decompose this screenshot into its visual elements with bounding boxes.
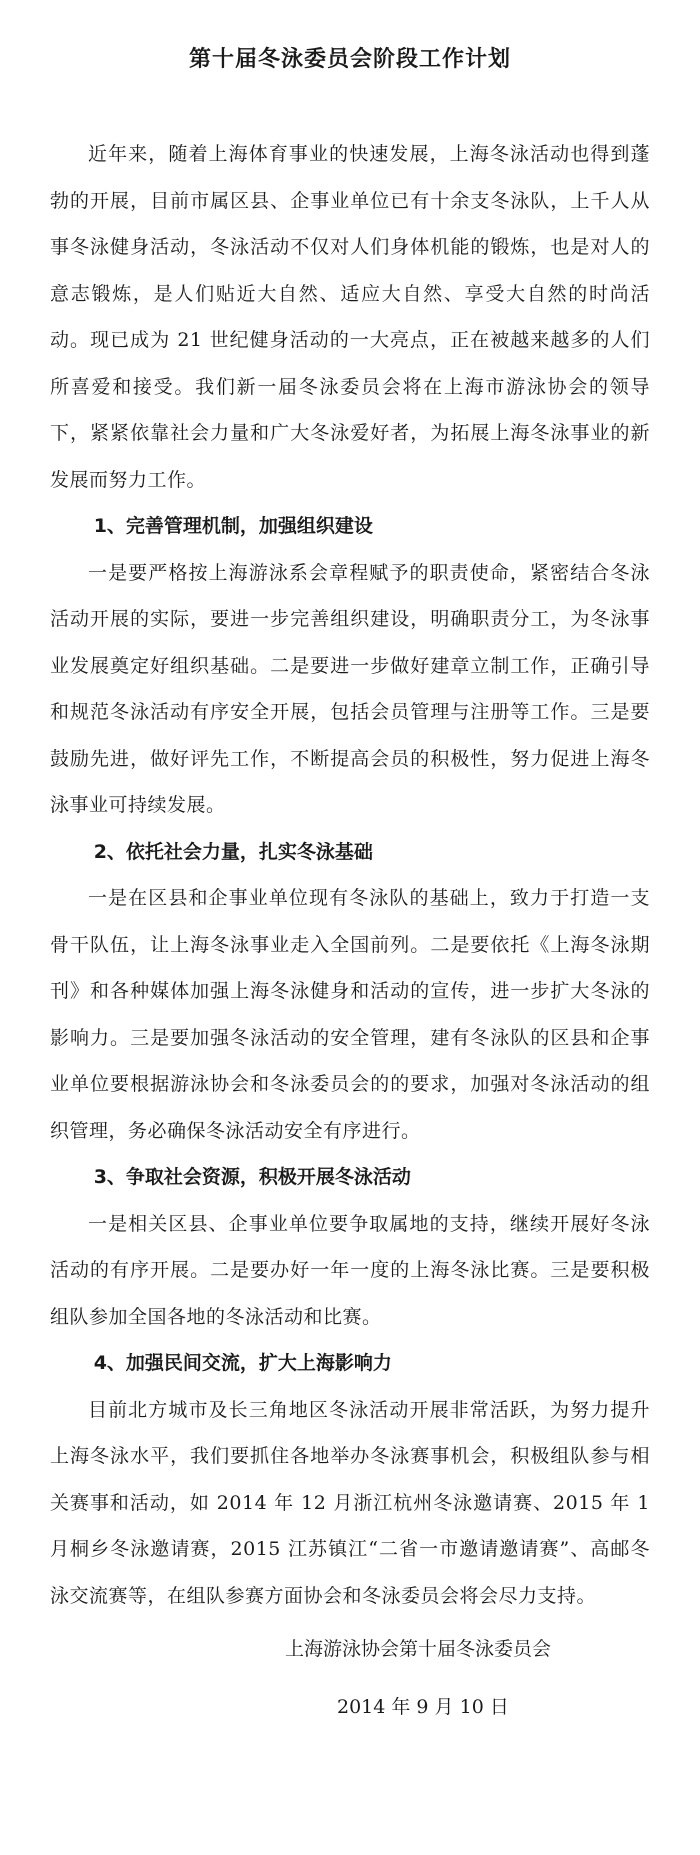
section-body: 一是在区县和企事业单位现有冬泳队的基础上，致力于打造一支骨干队伍，让上海冬泳事业走入全国前列。二是要依托《上海冬泳期刊》和各种媒体加强上海冬泳健身和活动的宣传，进一步扩大冬泳的影响力。三是要加强冬泳活动的安全管理，建有冬泳队的区县和企事业单位要根据游泳协会和冬泳委员会的的要求，加强对冬泳活动的组织管理，务必确保冬泳活动安全有序进行。 <box>50 887 650 1142</box>
section-2 <box>50 829 650 1155</box>
document-title: 第十届冬泳委员会阶段工作计划 <box>188 47 511 72</box>
section-heading: 3、争取社会资源，积极开展冬泳活动 <box>93 1166 411 1188</box>
section-body: 一是要严格按上海游泳系会章程赋予的职责使命，紧密结合冬泳活动开展的实际，要进一步完善组织建设，明确职责分工，为冬泳事业发展奠定好组织基础。二是要进一步做好建章立制工作，正确引导和规范冬泳活动有序安全开展，包括会员管理与注册等工作。三是要鼓励先进，做好评先工作，不断提高会员的积极性，努力促进上海冬泳事业可持续发展。 <box>50 561 650 816</box>
section-3 <box>50 1154 650 1340</box>
signature-date: 2014 年 9 月 10 日 <box>337 1696 509 1718</box>
section-heading: 4、加强民间交流，扩大上海影响力 <box>93 1352 392 1374</box>
section-4 <box>50 1340 650 1619</box>
section-body: 目前北方城市及长三角地区冬泳活动开展非常活跃，为努力提升上海冬泳水平，我们要抓住各地举办冬泳赛事机会，积极组队参与相关赛事和活动，如 2014 年 12 月浙江杭州冬泳邀请赛、2015 年 1 月桐乡冬泳邀请赛，2015 江苏镇江“二省一市邀请邀请赛”、高邮冬泳交流赛等，在组队参赛方面协会和冬泳委员会将会尽力支持。 <box>50 1398 650 1607</box>
signature-organization: 上海游泳协会第十届冬泳委员会 <box>285 1638 552 1660</box>
intro-paragraph: 近年来，随着上海体育事业的快速发展，上海冬泳活动也得到蓬勃的开展，目前市属区县、企事业单位已有十余支冬泳队，上千人从事冬泳健身活动，冬泳活动不仅对人们身体机能的锻炼，也是对人的意志锻炼，是人们贴近大自然、适应大自然、享受大自然的时尚活动。现已成为 21 世纪健身活动的一大亮点，正在被越来越多的人们所喜爱和接受。我们新一届冬泳委员会将在上海市游泳协会的领导下，紧紧依靠社会力量和广大冬泳爱好者，为拓展上海冬泳事业的新发展而努力工作。 <box>50 143 650 491</box>
section-heading: 2、依托社会力量，扎实冬泳基础 <box>93 840 373 863</box>
section-heading: 1、完善管理机制，加强组织建设 <box>93 515 373 537</box>
section-1 <box>50 503 650 829</box>
section-body: 一是相关区县、企事业单位要争取属地的支持，继续开展好冬泳活动的有序开展。二是要办好一年一度的上海冬泳比赛。三是要积极组队参加全国各地的冬泳活动和比赛。 <box>50 1212 650 1328</box>
